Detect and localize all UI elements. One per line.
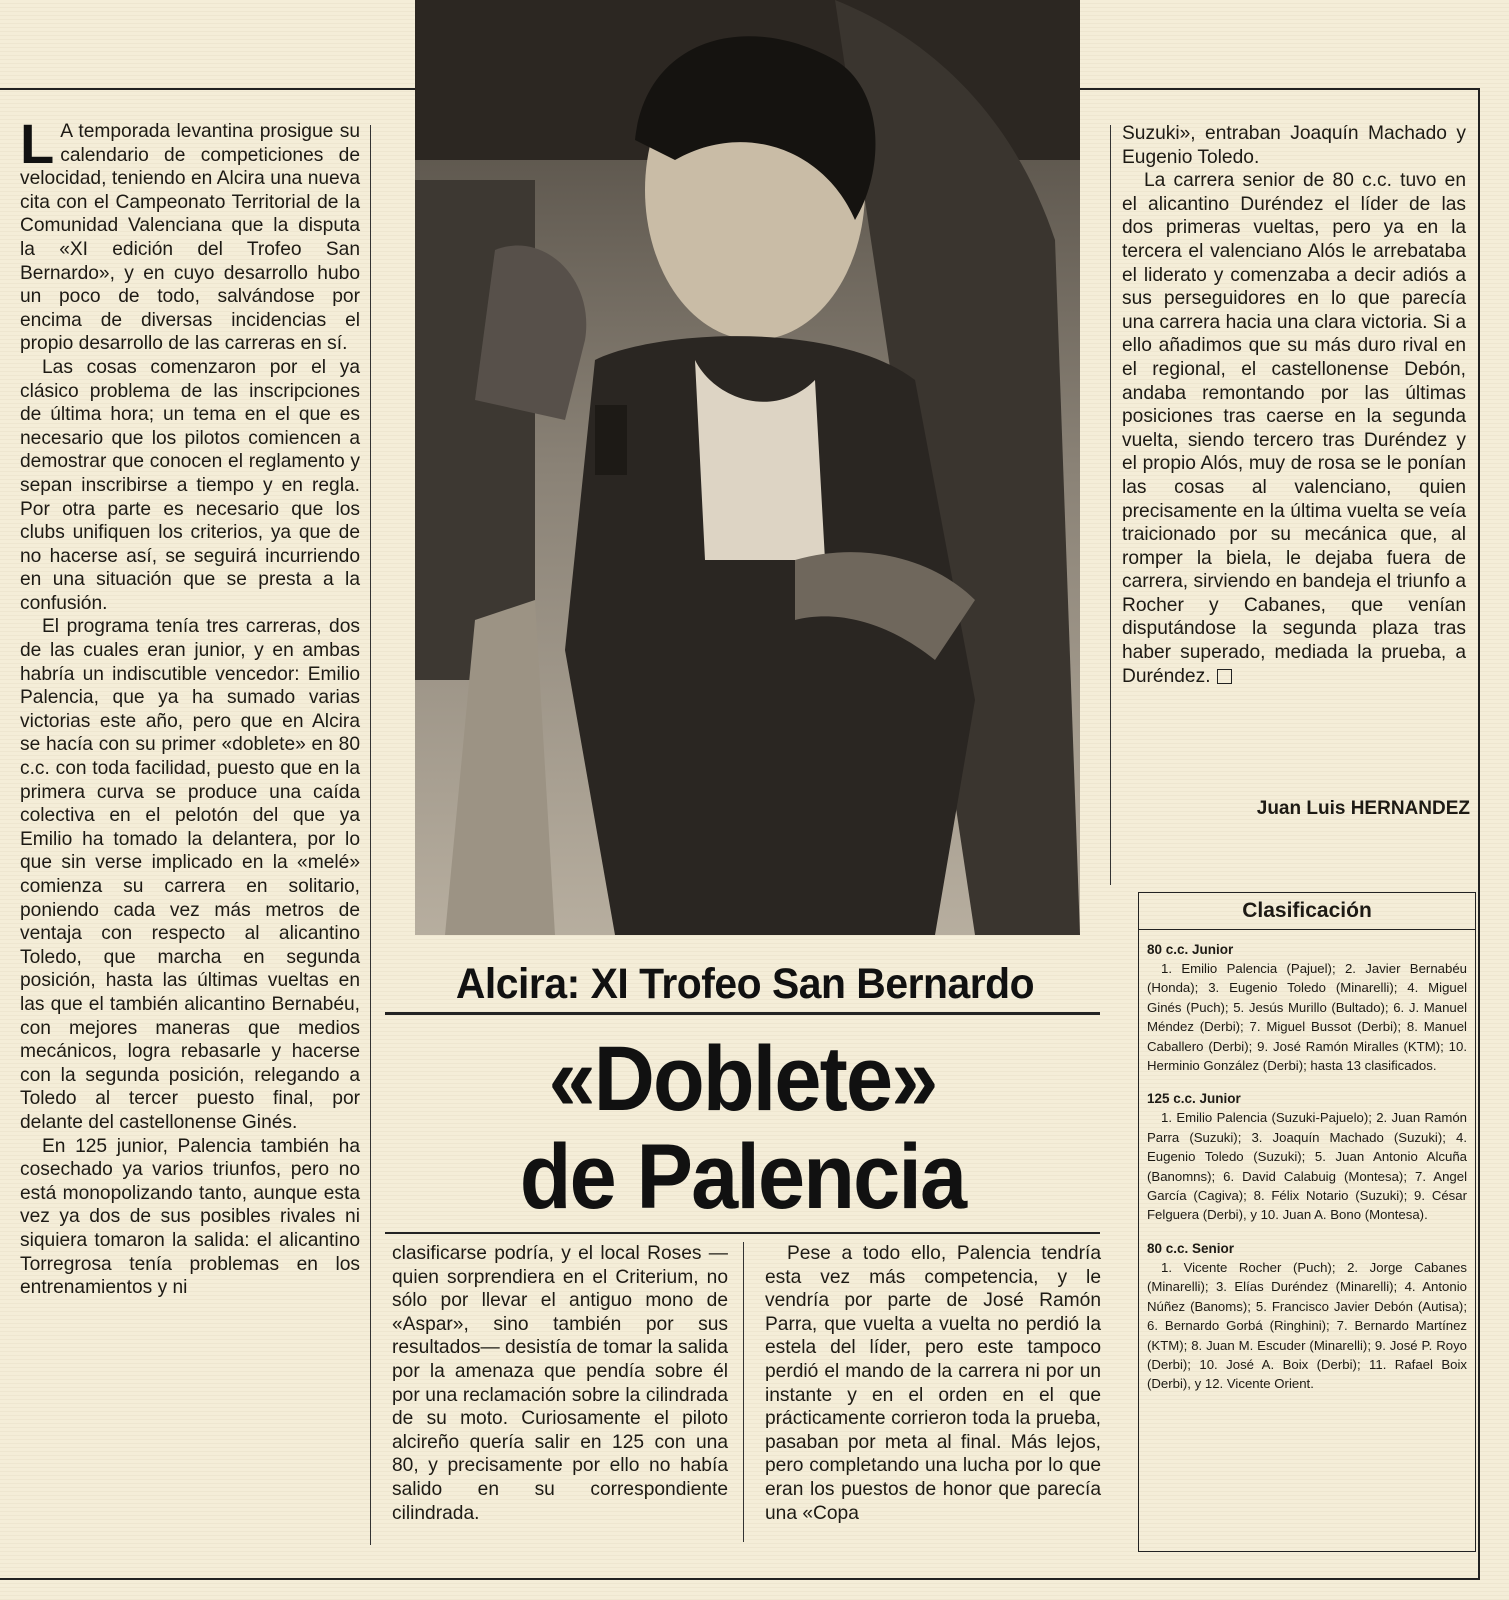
classification-box: [1138, 892, 1476, 1552]
column-rule: [370, 125, 371, 1545]
byline: Juan Luis HERNANDEZ: [1256, 798, 1470, 819]
headline-rule: [385, 1232, 1100, 1234]
category-heading: 80 c.c. Senior: [1147, 1240, 1235, 1256]
frame-rule-bottom: [0, 1578, 1480, 1580]
headline-line: «Doblete»: [548, 1028, 937, 1130]
photo-illustration: [415, 0, 1080, 935]
article-paragraph: Suzuki», entraban Joaquín Machado y Eugenio Toledo.: [1122, 123, 1466, 168]
frame-rule-top-right: [1080, 88, 1480, 90]
article-column-3: [765, 1242, 1101, 1525]
category-heading: 80 c.c. Junior: [1147, 942, 1234, 957]
kicker-rule: [385, 1012, 1100, 1015]
article-paragraph: El programa tenía tres carreras, dos de las cuales eran junior, y en ambas habría un indiscutible vencedor: Emilio Palencia, que ya ha sumado varias victorias este año, pero que en Alcira se hacía con su primer «doblete» en 80 c.c. con toda facilidad, puesto que en la primera curva se produce una caída colectiva en el pelotón del que ya Emilio ha tomado la delantera, por lo que sin verse implicado en la «melé» comienza su carrera en solitario, poniendo cada vez más metros de ventaja con respecto al alicantino Toledo, que marcha en segunda posición, hasta las últimas vueltas en las que el también alicantino Bernabéu, con mejores maneras que medios mecánicos, logra rebasarle y hacerse con la segunda posición, relegando a Toledo al tercer puesto final, por delante del castellonense Ginés.: [20, 616, 360, 1133]
drop-cap: L: [20, 112, 55, 175]
classification-title: Clasificación: [1139, 899, 1475, 930]
category-results: 1. Emilio Palencia (Suzuki-Pajuelo); 2. Juan Ramón Parra (Suzuki); 3. Joaquín Machado (Suzuki); 4. Eugenio Toledo (Suzuki); 5. Juan Antonio Alcuña (Banomns); 6. David Calabuig (Montesa); 7. Angel García (Cagiva); 8. Félix Notario (Suzuki); 9. César Felguera (Derbi), y 10. Juan A. Bono (Montesa).: [1147, 1110, 1467, 1223]
frame-rule-right: [1478, 88, 1480, 1578]
headline-line: de Palencia: [519, 1126, 966, 1228]
article-paragraph: clasificarse podría, y el local Roses —quien sorprendiera en el Criterium, no sólo por llevar el antiguo mono de «Aspar», sino también por sus resultados— desistía de tomar la salida por la amenaza que pendía sobre él por una reclamación sobre la cilindrada de su moto. Curiosamente el piloto alcireño quería salir en 125 con una 80, y precisamente por ello no había salido en su correspondiente cilindrada.: [392, 1243, 728, 1524]
article-column-4: [1122, 122, 1466, 688]
article-column-1: [20, 112, 360, 1300]
article-kicker: Alcira: XI Trofeo San Bernardo: [455, 960, 1035, 1008]
article-headline: [414, 1030, 1072, 1226]
article-paragraph: La carrera senior de 80 c.c. tuvo en el alicantino Duréndez el líder de las dos primeras vueltas, pero ya en la tercera el valenciano Alós le arrebataba el liderato y comenzaba a decir adiós a sus perseguidores en lo que parecía una carrera hacia una clara victoria. Si a ello añadimos que su más duro rival en el regional, el castellonense Debón, andaba remontando por las últimas posiciones tras caerse en la segunda vuelta, siendo tercero tras Duréndez y el propio Alós, muy de rosa se le ponían las cosas al valenciano, quien precisamente en la última vuelta se veía traicionado por su mecánica que, al romper la biela, le dejaba fuera de carrera, sirviendo en bandeja el triunfo a Rocher y Cabanes, que venían disputándose la segunda plaza tras haber superado, mediada la prueba, a Duréndez.: [1122, 170, 1466, 687]
category-heading: 125 c.c. Junior: [1147, 1091, 1241, 1107]
column-rule: [1110, 125, 1111, 885]
end-mark-icon: [1217, 669, 1232, 684]
article-photo: [415, 0, 1080, 935]
article-paragraph: En 125 junior, Palencia también ha cosechado ya varios triunfos, pero no está monopolizando tanto, aunque esta vez ya dos de sus posibles rivales ni siquiera tomaron la salida: el alicantino Torregrosa tenía problemas en los entrenamientos y ni: [20, 1135, 360, 1299]
category-results: 1. Vicente Rocher (Puch); 2. Jorge Cabanes (Minarelli); 3. Elías Duréndez (Minarelli); 4. Antonio Núñez (Banoms); 5. Francisco Javier Debón (Autisa); 6. Bernardo Gorbá (Ringhini); 7. Bernardo Martínez (KTM); 8. Juan M. Escuder (Minarelli); 9. José P. Royo (Derbi); 10. José A. Boix (Derbi); 11. Rafael Boix (Derbi), y 12. Vicente Orient.: [1147, 1259, 1467, 1392]
article-paragraph: A temporada levantina prosigue su calendario de competiciones de velocidad, teniendo en Alcira una nueva cita con el Campeonato Territorial de la Comunidad Valenciana que la disputa la «XI edición del Trofeo San Bernardo», y en cuyo desarrollo hubo un poco de todo, salvándose por encima de diversas incidencias el propio desarrollo de las carreras en sí.: [20, 121, 360, 355]
column-rule: [743, 1242, 744, 1542]
article-column-2: [392, 1242, 728, 1525]
article-paragraph: Las cosas comenzaron por el ya clásico problema de las inscripciones de última hora; un tema en el que es necesario que los pilotos comiencen a demostrar que conocen el reglamento y sepan inscribirse a tiempo y en regla. Por otra parte es necesario que los clubs unifiquen los criterios, ya que de no hacerse así, se seguirá incurriendo en una situación que se presta a la confusión.: [20, 356, 360, 614]
category-results: 1. Emilio Palencia (Pajuel); 2. Javier Bernabéu (Honda); 3. Eugenio Toledo (Minarelli); 4. Miguel Ginés (Puch); 5. Jesús Murillo (Bultado); 6. J. Manuel Méndez (Derbi); 7. Miguel Bussot (Derbi); 8. Manuel Caballero (Derbi); 9. José Ramón Miralles (KTM); 10. Herminio González (Derbi); hasta 13 clasificados.: [1147, 961, 1467, 1074]
frame-rule-top-left: [0, 88, 415, 90]
article-paragraph: Pese a todo ello, Palencia tendría esta vez más competencia, y le vendría por parte de José Ramón Parra, que vuelta a vuelta no perdió la estela del líder, pero este tampoco perdió el mando de la carrera ni por un instante y en el orden en el que prácticamente corrieron toda la prueba, pasaban por meta al final. Más lejos, pero completando una lucha por lo que eran los puestos de honor que parecía una «Copa: [765, 1243, 1101, 1524]
